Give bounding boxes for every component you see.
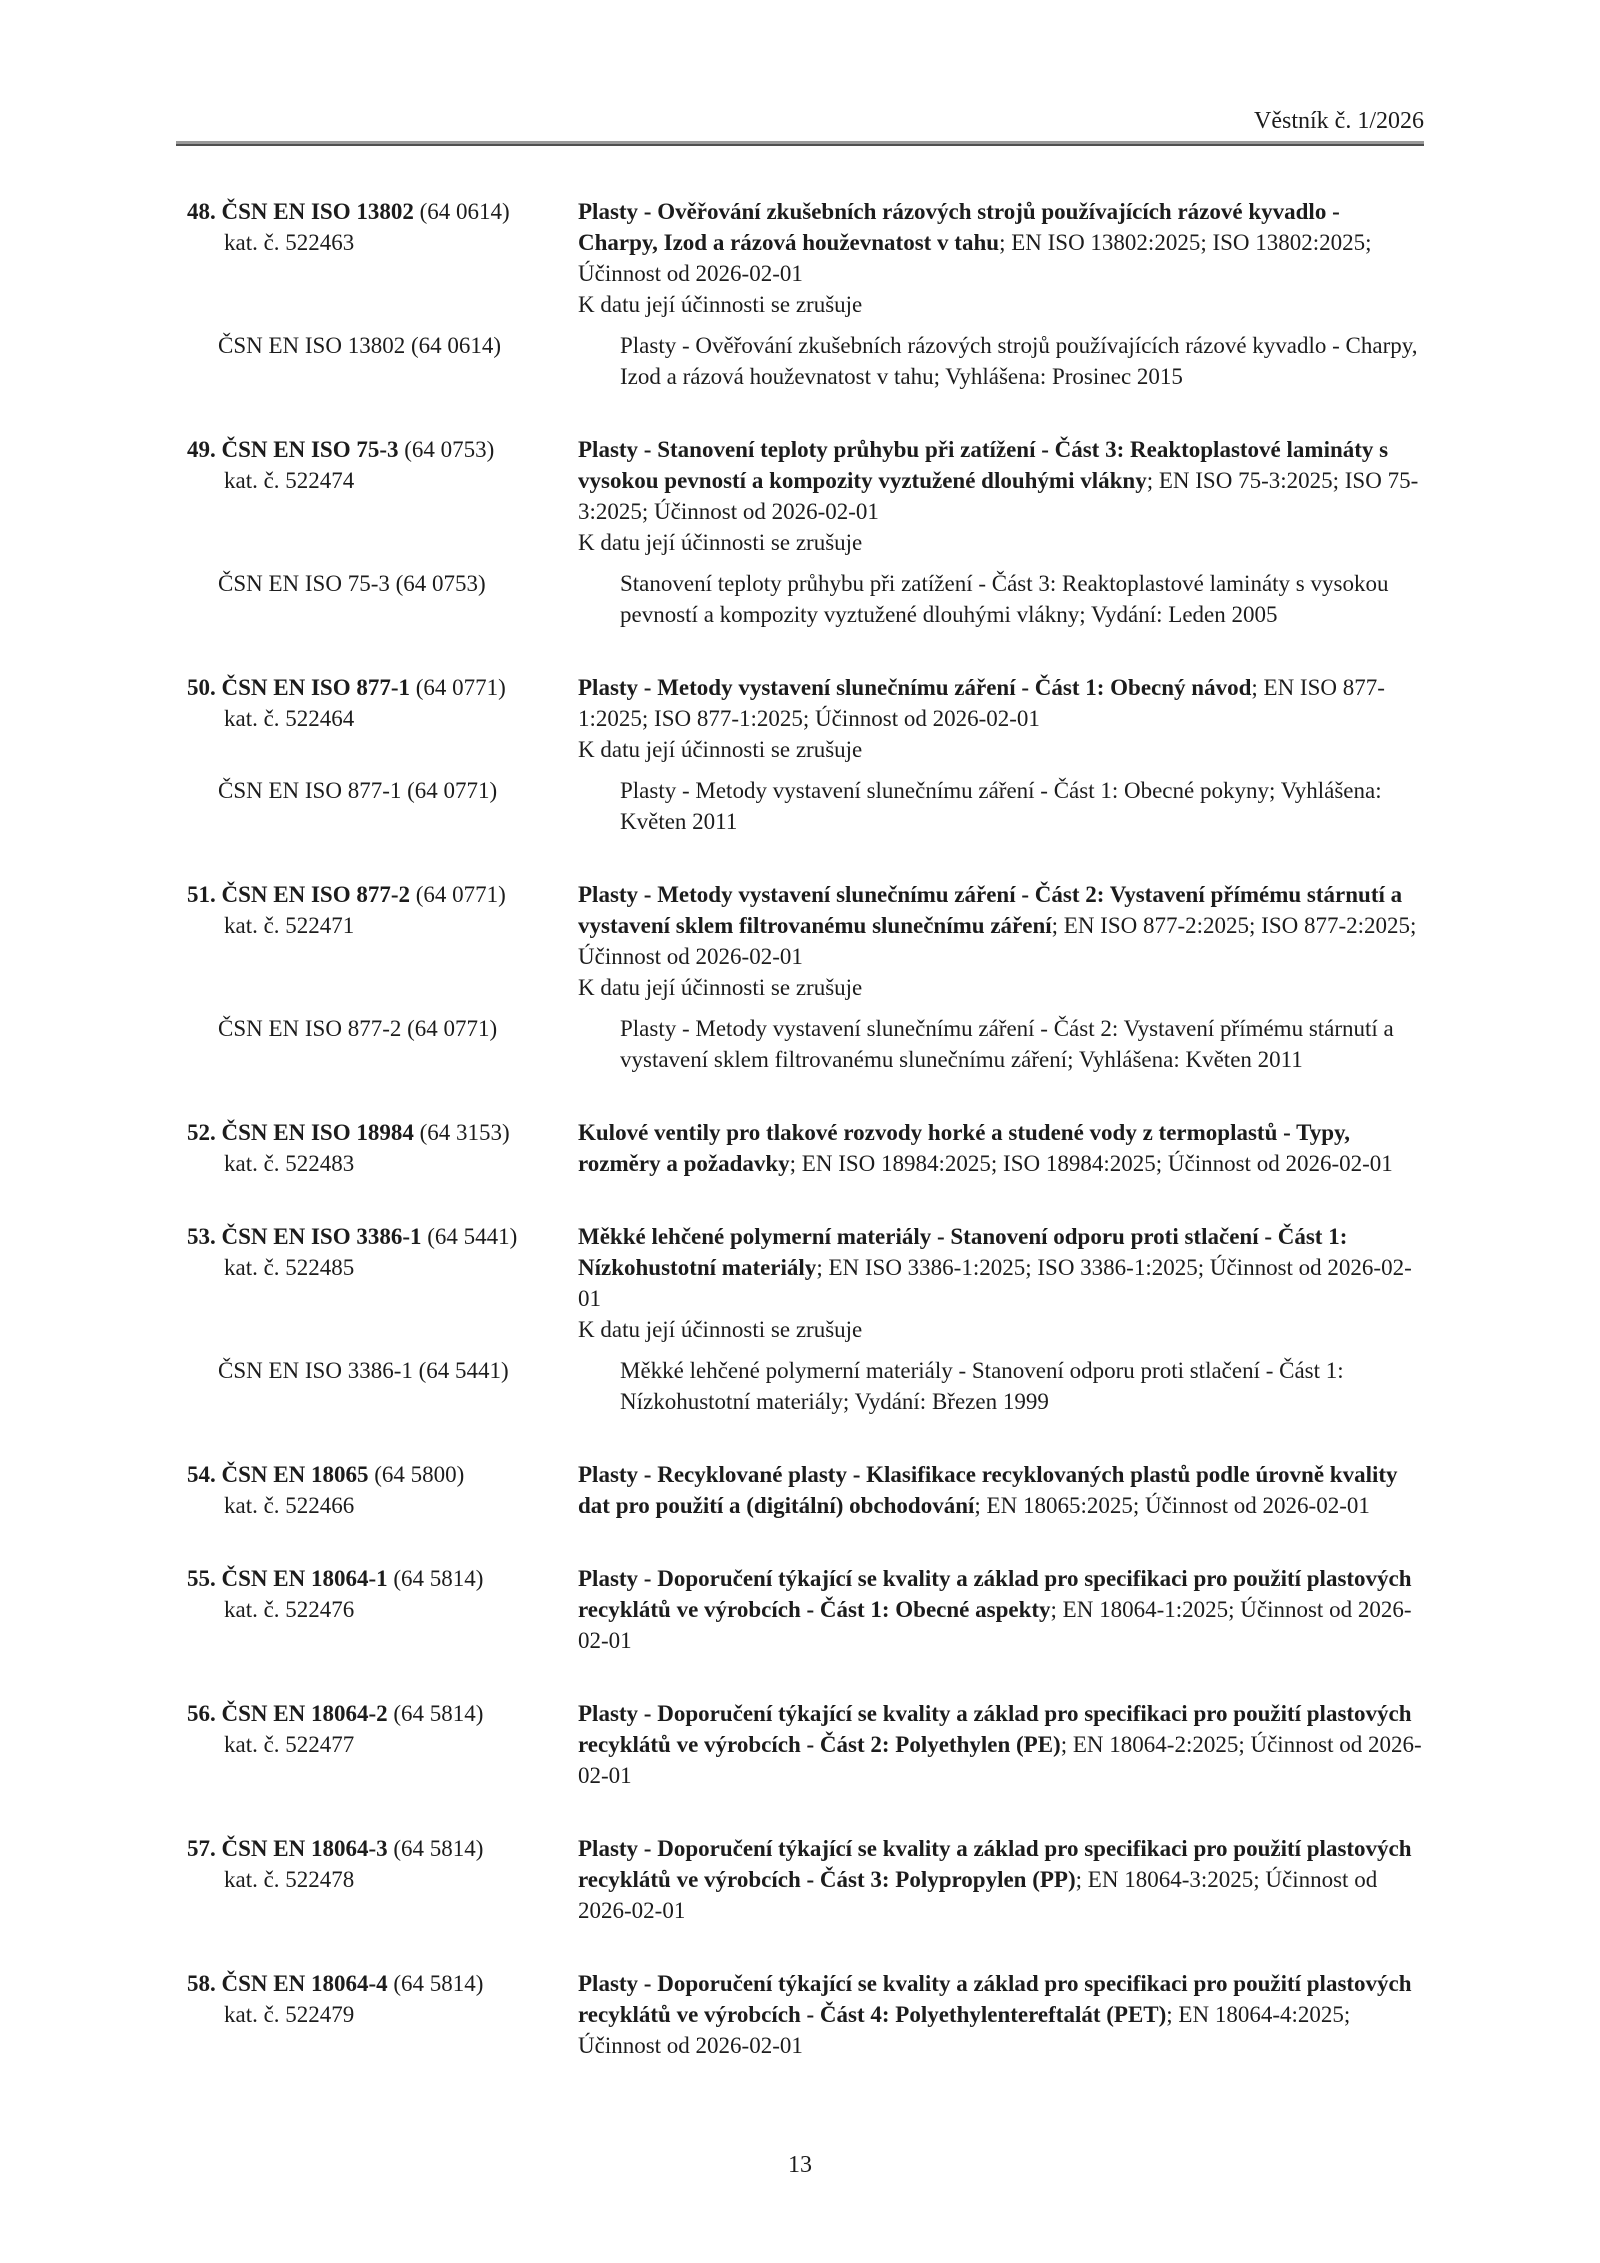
header-rule bbox=[176, 141, 1424, 146]
class-code: (64 0753) bbox=[404, 437, 495, 462]
standard-heading bbox=[176, 1563, 578, 1594]
entry-number: 50. bbox=[187, 675, 216, 700]
standard-title: Plasty - Doporučení týkající se kvality a základ pro specifikaci pro použití plastových recyklátů ve výrobcích - Část 4: Polyethylentereftalát (PET) bbox=[578, 1971, 1412, 2027]
standard-id: ČSN EN 18064-3 bbox=[221, 1836, 388, 1861]
entry-left-column bbox=[176, 196, 578, 258]
standard-heading bbox=[176, 1698, 578, 1729]
replaced-standard-text: Plasty - Ověřování zkušebních rázových strojů používajících rázové kyvadlo - Charpy, Izod a rázová houževnatost v tahu; Vyhlášena: Prosinec 2015 bbox=[620, 333, 1418, 389]
standard-title: Plasty - Doporučení týkající se kvality a základ pro specifikaci pro použití plastových recyklátů ve výrobcích - Část 2: Polyethylen (PE) bbox=[578, 1701, 1412, 1757]
standard-heading bbox=[176, 879, 578, 910]
standard-refs: ; EN 18064-3:2025; Účinnost od 2026-02-01 bbox=[578, 1867, 1378, 1923]
entry-left-column bbox=[176, 1563, 578, 1625]
standard-id: ČSN EN 18064-4 bbox=[221, 1971, 388, 1996]
cancellation-note: K datu její účinnosti se zrušuje bbox=[578, 530, 863, 555]
replaced-standard-id: ČSN EN ISO 13802 (64 0614) bbox=[218, 333, 502, 358]
standard-entry bbox=[176, 1968, 1424, 2061]
class-code: (64 5814) bbox=[393, 1566, 484, 1591]
replaced-standard-id: ČSN EN ISO 877-1 (64 0771) bbox=[218, 778, 498, 803]
standard-refs: ; EN 18064-2:2025; Účinnost od 2026-02-01 bbox=[578, 1732, 1422, 1788]
entry-left-column bbox=[176, 434, 578, 496]
replaced-standard-id: ČSN EN ISO 877-2 (64 0771) bbox=[218, 1016, 498, 1041]
standard-refs: ; EN 18064-4:2025; Účinnost od 2026-02-01 bbox=[578, 2002, 1351, 2058]
entry-right-column bbox=[578, 1833, 1424, 1926]
standard-title: Kulové ventily pro tlakové rozvody horké a studené vody z termoplastů - Typy, rozměry a požadavky bbox=[578, 1120, 1351, 1176]
catalog-number: kat. č. 522477 bbox=[224, 1732, 355, 1757]
standard-id: ČSN EN ISO 3386-1 bbox=[221, 1224, 422, 1249]
entry-number: 53. bbox=[187, 1224, 216, 1249]
entry-number: 58. bbox=[187, 1971, 216, 1996]
standard-id: ČSN EN ISO 75-3 bbox=[221, 437, 399, 462]
entry-number: 56. bbox=[187, 1701, 216, 1726]
entry-left-column bbox=[176, 879, 578, 941]
standard-refs: ; EN ISO 3386-1:2025; ISO 3386-1:2025; Účinnost od 2026-02-01 bbox=[578, 1255, 1412, 1311]
catalog-number: kat. č. 522478 bbox=[224, 1867, 355, 1892]
replaced-standard-row bbox=[176, 1355, 1424, 1417]
standard-refs: ; EN ISO 18984:2025; ISO 18984:2025; Účinnost od 2026-02-01 bbox=[789, 1151, 1393, 1176]
standard-refs: ; EN ISO 75-3:2025; ISO 75-3:2025; Účinnost od 2026-02-01 bbox=[578, 468, 1419, 524]
class-code: (64 5814) bbox=[393, 1701, 484, 1726]
standards-list bbox=[176, 196, 1424, 2103]
entry-main-row bbox=[176, 1117, 1424, 1179]
standard-id: ČSN EN 18065 bbox=[221, 1462, 369, 1487]
replaced-standard-row bbox=[176, 775, 1424, 837]
standard-id: ČSN EN 18064-1 bbox=[221, 1566, 388, 1591]
standard-description bbox=[578, 1221, 1424, 1314]
standard-title: Plasty - Metody vystavení slunečnímu záření - Část 2: Vystavení přímému stárnutí a vystavení sklem filtrovanému slunečnímu záření bbox=[578, 882, 1403, 938]
standard-entry bbox=[176, 196, 1424, 392]
entry-right-column bbox=[578, 879, 1424, 1003]
standard-entry bbox=[176, 1698, 1424, 1791]
catalog-number: kat. č. 522463 bbox=[224, 230, 355, 255]
replaced-standard-row bbox=[176, 1013, 1424, 1075]
standard-heading bbox=[176, 1833, 578, 1864]
standard-heading bbox=[176, 1968, 578, 1999]
standard-heading bbox=[176, 196, 578, 227]
standard-refs: ; EN ISO 877-1:2025; ISO 877-1:2025; Účinnost od 2026-02-01 bbox=[578, 675, 1385, 731]
entry-right-column bbox=[578, 1968, 1424, 2061]
standard-title: Plasty - Ověřování zkušebních rázových strojů používajících rázové kyvadlo - Charpy, Izod a rázová houževnatost v tahu bbox=[578, 199, 1340, 255]
class-code: (64 5814) bbox=[393, 1836, 484, 1861]
standard-entry bbox=[176, 1221, 1424, 1417]
standard-title: Plasty - Metody vystavení slunečnímu záření - Část 1: Obecný návod bbox=[578, 675, 1252, 700]
entry-left-column bbox=[176, 672, 578, 734]
catalog-number: kat. č. 522483 bbox=[224, 1151, 355, 1176]
standard-heading bbox=[176, 1221, 578, 1252]
class-code: (64 5800) bbox=[374, 1462, 465, 1487]
entry-main-row bbox=[176, 1833, 1424, 1926]
replaced-standard-id: ČSN EN ISO 3386-1 (64 5441) bbox=[218, 1358, 509, 1383]
class-code: (64 3153) bbox=[419, 1120, 510, 1145]
replaced-standard-row bbox=[176, 330, 1424, 392]
entry-number: 48. bbox=[187, 199, 216, 224]
standard-entry bbox=[176, 672, 1424, 837]
standard-description bbox=[578, 1968, 1424, 2061]
entry-main-row bbox=[176, 1459, 1424, 1521]
standard-id: ČSN EN ISO 18984 bbox=[221, 1120, 414, 1145]
replaced-standard-text: Plasty - Metody vystavení slunečnímu záření - Část 1: Obecné pokyny; Vyhlášena: Květen 2011 bbox=[620, 778, 1382, 834]
catalog-number: kat. č. 522474 bbox=[224, 468, 355, 493]
class-code: (64 0771) bbox=[415, 675, 506, 700]
standard-id: ČSN EN ISO 13802 bbox=[221, 199, 414, 224]
standard-refs: ; EN ISO 13802:2025; ISO 13802:2025; Účinnost od 2026-02-01 bbox=[578, 230, 1372, 286]
standard-entry bbox=[176, 434, 1424, 630]
entry-left-column bbox=[176, 1221, 578, 1283]
class-code: (64 5441) bbox=[427, 1224, 518, 1249]
catalog-number: kat. č. 522471 bbox=[224, 913, 355, 938]
entry-left-column bbox=[176, 1833, 578, 1895]
replaced-standard-id: ČSN EN ISO 75-3 (64 0753) bbox=[218, 571, 486, 596]
cancellation-note: K datu její účinnosti se zrušuje bbox=[578, 737, 863, 762]
cancellation-note: K datu její účinnosti se zrušuje bbox=[578, 292, 863, 317]
entry-main-row bbox=[176, 879, 1424, 1003]
entry-main-row bbox=[176, 672, 1424, 765]
entry-left-column bbox=[176, 1117, 578, 1179]
standard-description bbox=[578, 1459, 1424, 1521]
replaced-standard-text: Měkké lehčené polymerní materiály - Stanovení odporu proti stlačení - Část 1: Nízkohustotní materiály; Vydání: Březen 1999 bbox=[620, 1358, 1344, 1414]
standard-title: Plasty - Stanovení teploty průhybu při zatížení - Část 3: Reaktoplastové lamináty s vysokou pevností a kompozity vyztužené dlouhými vlákny bbox=[578, 437, 1389, 493]
catalog-number: kat. č. 522476 bbox=[224, 1597, 355, 1622]
standard-entry bbox=[176, 879, 1424, 1075]
entry-right-column bbox=[578, 1221, 1424, 1345]
standard-description bbox=[578, 196, 1424, 289]
catalog-number: kat. č. 522466 bbox=[224, 1493, 355, 1518]
entry-right-column bbox=[578, 1698, 1424, 1791]
standard-description bbox=[578, 1563, 1424, 1656]
entry-number: 57. bbox=[187, 1836, 216, 1861]
standard-heading bbox=[176, 1117, 578, 1148]
entry-main-row bbox=[176, 1968, 1424, 2061]
standard-refs: ; EN ISO 877-2:2025; ISO 877-2:2025; Účinnost od 2026-02-01 bbox=[578, 913, 1417, 969]
class-code: (64 0614) bbox=[419, 199, 510, 224]
entry-right-column bbox=[578, 672, 1424, 765]
cancellation-note: K datu její účinnosti se zrušuje bbox=[578, 1317, 863, 1342]
entry-right-column bbox=[578, 1459, 1424, 1521]
class-code: (64 0771) bbox=[415, 882, 506, 907]
standard-id: ČSN EN ISO 877-2 bbox=[221, 882, 411, 907]
catalog-number: kat. č. 522479 bbox=[224, 2002, 355, 2027]
standard-title: Plasty - Doporučení týkající se kvality a základ pro specifikaci pro použití plastových recyklátů ve výrobcích - Část 3: Polypropylen (PP) bbox=[578, 1836, 1412, 1892]
standard-description bbox=[578, 1698, 1424, 1791]
standard-title: Měkké lehčené polymerní materiály - Stanovení odporu proti stlačení - Část 1: Nízkohustotní materiály bbox=[578, 1224, 1348, 1280]
entry-right-column bbox=[578, 1117, 1424, 1179]
standard-description bbox=[578, 434, 1424, 527]
standard-entry bbox=[176, 1117, 1424, 1179]
entry-number: 51. bbox=[187, 882, 216, 907]
standard-title: Plasty - Doporučení týkající se kvality a základ pro specifikaci pro použití plastových recyklátů ve výrobcích - Část 1: Obecné aspekty bbox=[578, 1566, 1412, 1622]
class-code: (64 5814) bbox=[393, 1971, 484, 1996]
standard-description bbox=[578, 672, 1424, 734]
entry-main-row bbox=[176, 1698, 1424, 1791]
catalog-number: kat. č. 522485 bbox=[224, 1255, 355, 1280]
cancellation-note: K datu její účinnosti se zrušuje bbox=[578, 975, 863, 1000]
standard-heading bbox=[176, 434, 578, 465]
page-header: Věstník č. 1/2026 bbox=[1254, 108, 1424, 134]
entry-right-column bbox=[578, 1563, 1424, 1656]
standard-heading bbox=[176, 1459, 578, 1490]
catalog-number: kat. č. 522464 bbox=[224, 706, 355, 731]
standard-title: Plasty - Recyklované plasty - Klasifikace recyklovaných plastů podle úrovně kvality dat pro použití a (digitální) obchodování bbox=[578, 1462, 1398, 1518]
entry-main-row bbox=[176, 434, 1424, 558]
entry-main-row bbox=[176, 1563, 1424, 1656]
entry-right-column bbox=[578, 434, 1424, 558]
replaced-standard-text: Stanovení teploty průhybu při zatížení - Část 3: Reaktoplastové lamináty s vysokou pevností a kompozity vyztužené dlouhými vlákny; Vydání: Leden 2005 bbox=[620, 571, 1389, 627]
entry-left-column bbox=[176, 1968, 578, 2030]
standard-description bbox=[578, 1117, 1424, 1179]
entry-right-column bbox=[578, 196, 1424, 320]
replaced-standard-text: Plasty - Metody vystavení slunečnímu záření - Část 2: Vystavení přímému stárnutí a vystavení sklem filtrovanému slunečnímu záření; Vyhlášena: Květen 2011 bbox=[620, 1016, 1394, 1072]
page-number: 13 bbox=[788, 2152, 812, 2178]
entry-number: 54. bbox=[187, 1462, 216, 1487]
standard-entry bbox=[176, 1563, 1424, 1656]
entry-main-row bbox=[176, 196, 1424, 320]
entry-number: 49. bbox=[187, 437, 216, 462]
entry-number: 52. bbox=[187, 1120, 216, 1145]
standard-refs: ; EN 18064-1:2025; Účinnost od 2026-02-01 bbox=[578, 1597, 1412, 1653]
standard-entry bbox=[176, 1459, 1424, 1521]
standard-id: ČSN EN ISO 877-1 bbox=[221, 675, 411, 700]
standard-id: ČSN EN 18064-2 bbox=[221, 1701, 388, 1726]
entry-left-column bbox=[176, 1459, 578, 1521]
standard-entry bbox=[176, 1833, 1424, 1926]
standard-refs: ; EN 18065:2025; Účinnost od 2026-02-01 bbox=[974, 1493, 1370, 1518]
entry-number: 55. bbox=[187, 1566, 216, 1591]
entry-left-column bbox=[176, 1698, 578, 1760]
standard-description bbox=[578, 1833, 1424, 1926]
standard-description bbox=[578, 879, 1424, 972]
replaced-standard-row bbox=[176, 568, 1424, 630]
standard-heading bbox=[176, 672, 578, 703]
entry-main-row bbox=[176, 1221, 1424, 1345]
